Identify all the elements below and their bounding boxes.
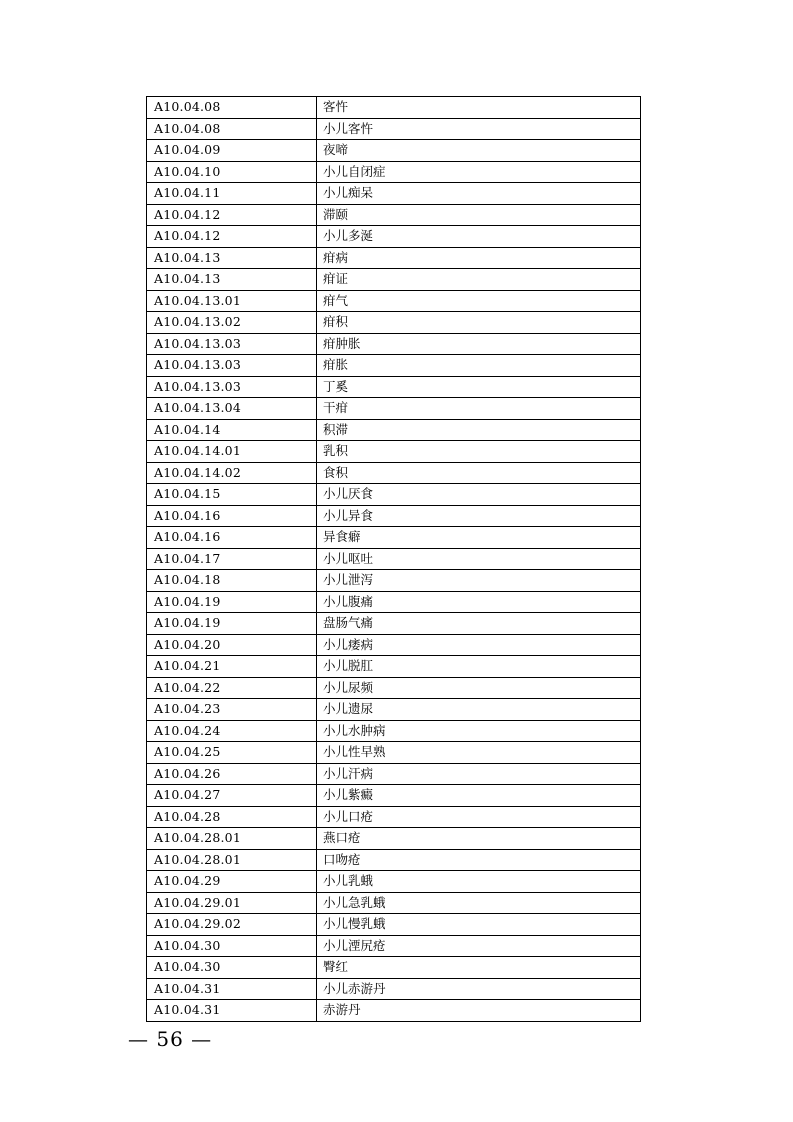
- table-row: [147, 785, 641, 807]
- table-row: [147, 183, 641, 205]
- code-cell: A10.04.08: [147, 118, 317, 140]
- term-cell: 口吻疮: [317, 849, 641, 871]
- term-cell: 小儿痴呆: [317, 183, 641, 205]
- term-cell: 小儿多涎: [317, 226, 641, 248]
- term-cell: 疳气: [317, 290, 641, 312]
- code-cell: A10.04.21: [147, 656, 317, 678]
- code-table: [146, 96, 641, 1022]
- term-cell: 异食癖: [317, 527, 641, 549]
- code-cell: A10.04.13.02: [147, 312, 317, 334]
- term-cell: 小儿赤游丹: [317, 978, 641, 1000]
- term-cell: 燕口疮: [317, 828, 641, 850]
- table-row: [147, 1000, 641, 1022]
- code-cell: A10.04.10: [147, 161, 317, 183]
- term-cell: 疳证: [317, 269, 641, 291]
- table-row: [147, 591, 641, 613]
- term-cell: 小儿厌食: [317, 484, 641, 506]
- term-cell: 夜啼: [317, 140, 641, 162]
- term-cell: 积滞: [317, 419, 641, 441]
- code-cell: A10.04.14: [147, 419, 317, 441]
- table-row: [147, 97, 641, 119]
- term-cell: 小儿尿频: [317, 677, 641, 699]
- term-cell: 干疳: [317, 398, 641, 420]
- table-row: [147, 290, 641, 312]
- term-cell: 食积: [317, 462, 641, 484]
- term-cell: 小儿湮尻疮: [317, 935, 641, 957]
- table-row: [147, 914, 641, 936]
- code-cell: A10.04.31: [147, 978, 317, 1000]
- term-cell: 疳病: [317, 247, 641, 269]
- table-row: [147, 161, 641, 183]
- table-row: [147, 634, 641, 656]
- table-row: [147, 892, 641, 914]
- table-row: [147, 441, 641, 463]
- table-row: [147, 527, 641, 549]
- code-cell: A10.04.17: [147, 548, 317, 570]
- code-cell: A10.04.28.01: [147, 849, 317, 871]
- table-row: [147, 333, 641, 355]
- code-cell: A10.04.29.01: [147, 892, 317, 914]
- code-cell: A10.04.16: [147, 527, 317, 549]
- term-cell: 小儿脱肛: [317, 656, 641, 678]
- table-row: [147, 656, 641, 678]
- code-cell: A10.04.28.01: [147, 828, 317, 850]
- table-row: [147, 742, 641, 764]
- table-row: [147, 570, 641, 592]
- code-cell: A10.04.31: [147, 1000, 317, 1022]
- term-cell: 小儿客忤: [317, 118, 641, 140]
- term-cell: 小儿遗尿: [317, 699, 641, 721]
- code-cell: A10.04.30: [147, 935, 317, 957]
- code-cell: A10.04.22: [147, 677, 317, 699]
- code-cell: A10.04.11: [147, 183, 317, 205]
- code-table-body: [147, 97, 641, 1022]
- term-cell: 小儿异食: [317, 505, 641, 527]
- code-cell: A10.04.13.03: [147, 355, 317, 377]
- term-cell: 小儿呕吐: [317, 548, 641, 570]
- table-row: [147, 828, 641, 850]
- code-cell: A10.04.12: [147, 204, 317, 226]
- term-cell: 客忤: [317, 97, 641, 119]
- term-cell: 小儿慢乳蛾: [317, 914, 641, 936]
- code-cell: A10.04.27: [147, 785, 317, 807]
- term-cell: 小儿口疮: [317, 806, 641, 828]
- table-row: [147, 699, 641, 721]
- code-cell: A10.04.13: [147, 247, 317, 269]
- term-cell: 小儿紫癜: [317, 785, 641, 807]
- term-cell: 赤游丹: [317, 1000, 641, 1022]
- code-cell: A10.04.23: [147, 699, 317, 721]
- term-cell: 臀红: [317, 957, 641, 979]
- table-row: [147, 376, 641, 398]
- code-cell: A10.04.30: [147, 957, 317, 979]
- term-cell: 小儿汗病: [317, 763, 641, 785]
- table-row: [147, 355, 641, 377]
- code-cell: A10.04.18: [147, 570, 317, 592]
- table-row: [147, 849, 641, 871]
- table-row: [147, 484, 641, 506]
- term-cell: 小儿自闭症: [317, 161, 641, 183]
- table-row: [147, 312, 641, 334]
- table-row: [147, 118, 641, 140]
- code-cell: A10.04.19: [147, 613, 317, 635]
- term-cell: 小儿痿病: [317, 634, 641, 656]
- table-row: [147, 935, 641, 957]
- table-row: [147, 677, 641, 699]
- table-row: [147, 226, 641, 248]
- code-cell: A10.04.12: [147, 226, 317, 248]
- table-row: [147, 871, 641, 893]
- table-row: [147, 398, 641, 420]
- table-row: [147, 204, 641, 226]
- term-cell: 滞颐: [317, 204, 641, 226]
- term-cell: 小儿腹痛: [317, 591, 641, 613]
- table-row: [147, 806, 641, 828]
- term-cell: 小儿水肿病: [317, 720, 641, 742]
- table-row: [147, 957, 641, 979]
- table-row: [147, 613, 641, 635]
- code-cell: A10.04.19: [147, 591, 317, 613]
- table-row: [147, 419, 641, 441]
- table-row: [147, 505, 641, 527]
- page-number: — 56 —: [128, 1027, 213, 1051]
- code-cell: A10.04.09: [147, 140, 317, 162]
- code-cell: A10.04.15: [147, 484, 317, 506]
- table-row: [147, 140, 641, 162]
- code-cell: A10.04.14.02: [147, 462, 317, 484]
- code-cell: A10.04.20: [147, 634, 317, 656]
- code-cell: A10.04.13.03: [147, 376, 317, 398]
- term-cell: 乳积: [317, 441, 641, 463]
- term-cell: 盘肠气痛: [317, 613, 641, 635]
- table-row: [147, 269, 641, 291]
- table-row: [147, 978, 641, 1000]
- term-cell: 丁奚: [317, 376, 641, 398]
- code-cell: A10.04.29.02: [147, 914, 317, 936]
- code-cell: A10.04.13.01: [147, 290, 317, 312]
- term-cell: 小儿泄泻: [317, 570, 641, 592]
- term-cell: 小儿急乳蛾: [317, 892, 641, 914]
- code-cell: A10.04.24: [147, 720, 317, 742]
- term-cell: 小儿性早熟: [317, 742, 641, 764]
- table-row: [147, 763, 641, 785]
- code-cell: A10.04.16: [147, 505, 317, 527]
- code-cell: A10.04.28: [147, 806, 317, 828]
- code-cell: A10.04.08: [147, 97, 317, 119]
- code-cell: A10.04.29: [147, 871, 317, 893]
- term-cell: 疳肿胀: [317, 333, 641, 355]
- code-cell: A10.04.25: [147, 742, 317, 764]
- code-cell: A10.04.26: [147, 763, 317, 785]
- code-cell: A10.04.14.01: [147, 441, 317, 463]
- table-row: [147, 462, 641, 484]
- code-cell: A10.04.13.04: [147, 398, 317, 420]
- code-cell: A10.04.13.03: [147, 333, 317, 355]
- term-cell: 疳积: [317, 312, 641, 334]
- table-row: [147, 548, 641, 570]
- table-row: [147, 720, 641, 742]
- code-cell: A10.04.13: [147, 269, 317, 291]
- term-cell: 小儿乳蛾: [317, 871, 641, 893]
- term-cell: 疳胀: [317, 355, 641, 377]
- table-row: [147, 247, 641, 269]
